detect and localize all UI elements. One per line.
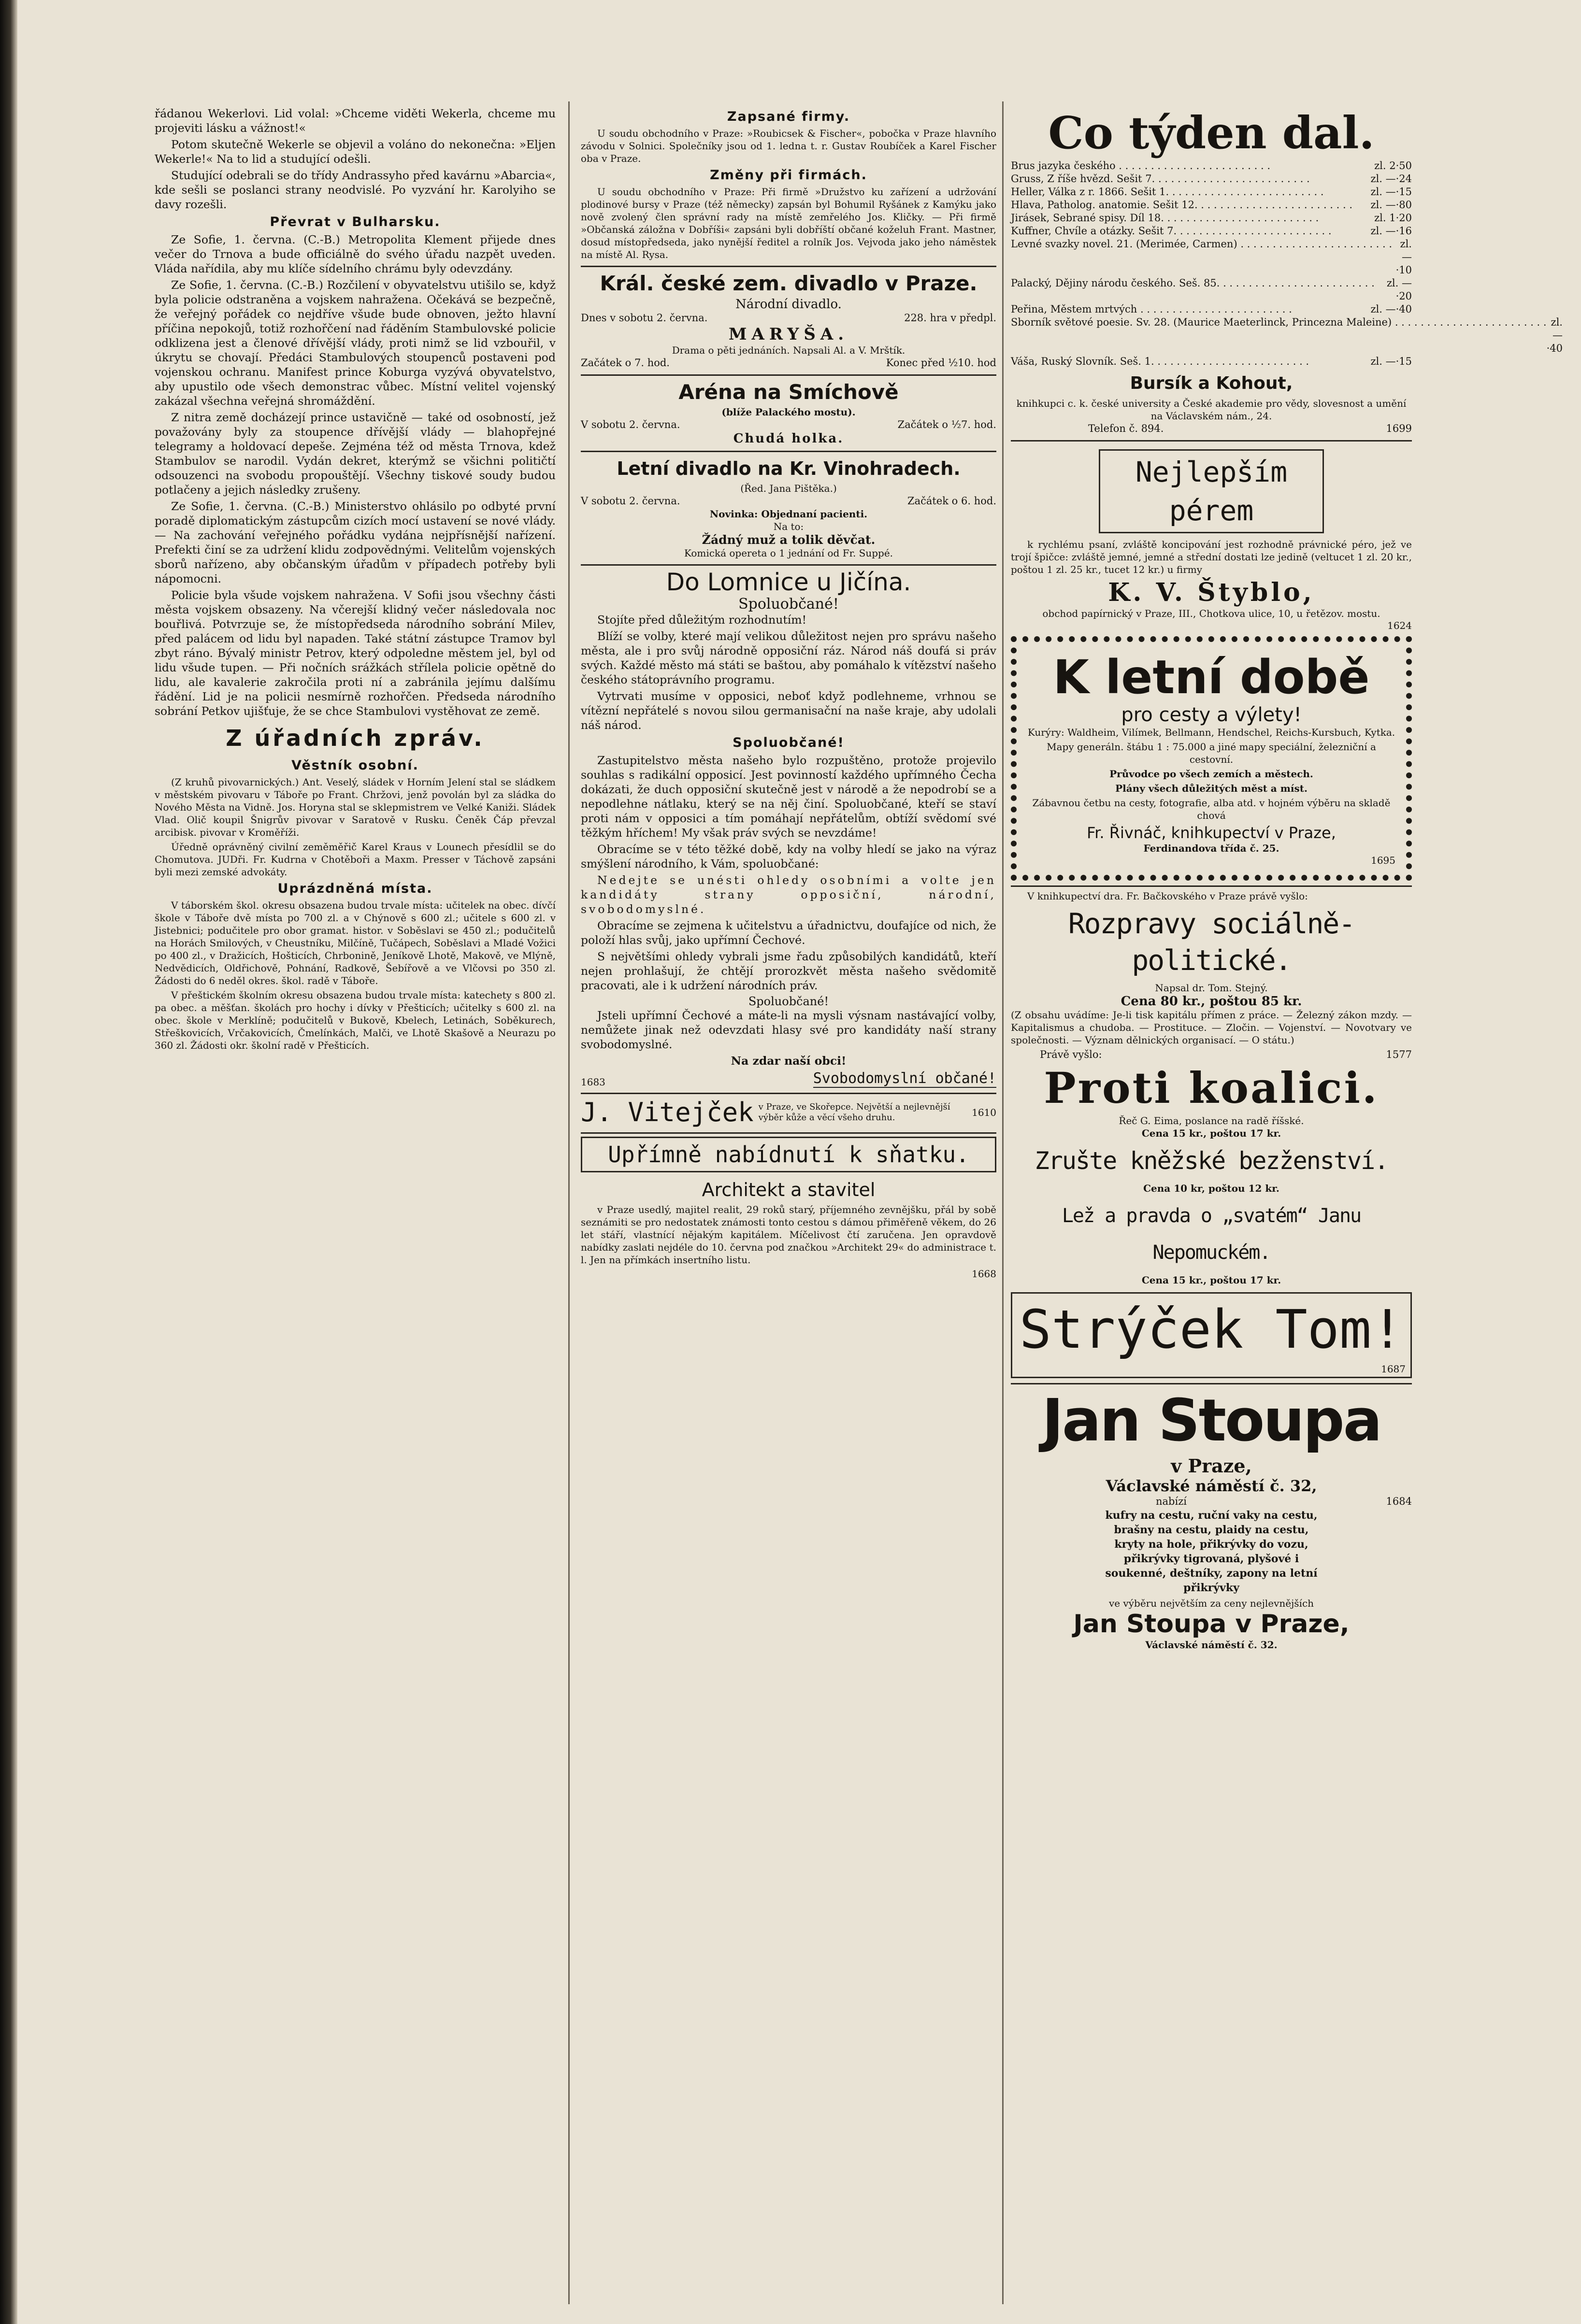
book-title: Sborník světové poesie. Sv. 28. (Maurice Maeterlinck, Princezna Maleine) . . . — [1011, 316, 1547, 355]
ad-number: 1577 — [1386, 1049, 1412, 1060]
advertiser-name: J. Vitejček — [581, 1097, 754, 1127]
ad-text: Právě vyšlo: — [1040, 1049, 1102, 1060]
column-left — [155, 106, 556, 1054]
ad-title: Upřímně nabídnutí k sňatku. — [581, 1137, 996, 1172]
vitejcek-ad — [581, 1093, 996, 1127]
theatre-novelty: Novinka: Objednaní pacienti. — [709, 508, 868, 520]
section-heading: Z úřadních zpráv. — [226, 725, 485, 751]
notice-paragraph: (Z kruhů pivovarnických.) Ant. Veselý, sládek v Horním Jelení stal se sládkem v městském pivovaru v Táboře po Frant. Chržovi, jenž povolán byl za sládka do Nového Města na Vidně. Jos. Horyna stal se sklepmistrem ve Velké Kaniži. Sládek Vlad. Olič koupil Šnigrův pivovar v Saratově v Rusku. Čeněk Čáp převzal arcibisk. pivovar v Kroměříži. — [155, 776, 556, 838]
bookseller-name: Bursík a Kohout, — [1130, 373, 1293, 393]
book-title: Heller, Válka z r. 1866. Sešit 1. . . . — [1011, 185, 1349, 199]
book-row — [1011, 172, 1412, 185]
ad-title: Strýček Tom! — [1019, 1298, 1404, 1360]
book-price: zl. —·40 — [1546, 316, 1563, 354]
summer-travel-ad — [1011, 636, 1412, 881]
ad-number: 1699 — [1386, 423, 1412, 434]
notice-paragraph: Úředně oprávněný civilní zeměměřič Karel Kraus v Lounech přesídlil se do Chomutova. JUDři. Fr. Kudrna v Chotěboři a Maxm. Presser v Táchově zapsáni byli mezi zemské advokáty. — [155, 841, 556, 878]
ad-text: (Z obsahu uvádíme: Je-li tisk kapitálu přímen z práce. — Železný zákon mzdy. — Kapitalismus a chudoba. — Prostituce. — Zločin. — Vojenství. — Novotvary ve společnosti. — Význam dělnických organisací. — O státu.) — [1011, 1009, 1412, 1046]
book-row — [1011, 225, 1412, 238]
appeal-paragraph: Blíží se volby, které mají velikou důležitost nejen pro správu našeho města, ale i pro svůj národně opposiční ráz. Národ náš doufá si práv svých. Každé město má státi se baštou, aby pomáhalo k vítězství našeho českého státoprávního programu. — [581, 629, 996, 686]
theatre-title: Aréna na Smíchově — [678, 380, 899, 404]
ad-subtitle: Architekt a stavitel — [702, 1179, 876, 1200]
book-author: Řeč G. Eima, poslance na radě říšské. — [1119, 1115, 1304, 1126]
book-row — [1011, 277, 1412, 303]
theatre-start: Začátek o 6. hod. — [907, 495, 996, 507]
ad-text: v Praze, ve Skořepce. Největší a nejlevnější výběr kůže a věcí všeho druhu. — [758, 1101, 950, 1123]
advertiser-address: Václavské náměstí č. 32, — [1106, 1477, 1317, 1495]
advertiser-name: Jan Stoupa v Praze, — [1073, 1610, 1350, 1639]
book-price: Cena 15 kr., poštou 17 kr. — [1141, 1127, 1281, 1139]
section-heading: Převrat v Bulharsku. — [270, 214, 441, 229]
book-row — [1011, 159, 1412, 172]
appeal-paragraph: Stojíte před důležitým rozhodnutím! — [597, 613, 807, 627]
pen-ad — [1011, 440, 1412, 631]
book-price: zl. —·20 — [1386, 277, 1412, 302]
theatre-subtitle: (Řed. Jana Pištěka.) — [740, 483, 837, 494]
bookseller-address: knihkupci c. k. české university a České akademie pro vědy, slovesnost a umění na Václavském nám., 24. — [1016, 398, 1407, 422]
book-title: Proti koalici. — [1044, 1063, 1379, 1113]
book-title: Hlava, Patholog. anatomie. Sešit 12. . . . — [1011, 199, 1352, 212]
book-title: Lež a pravda o „svatém“ Janu Nepomuckém. — [1062, 1205, 1361, 1264]
book-price: Cena 10 kr, poštou 12 kr. — [1143, 1183, 1279, 1194]
book-row — [1011, 303, 1412, 316]
ad-number: 1683 — [581, 1076, 605, 1088]
notice-paragraph: U soudu obchodního v Praze: Při firmě »Družstvo ku zařízení a udržování plodinové bursy v Praze (též německy) zapsán byl Bohumil Ryšánek z Kamýku jako nově zvolený člen správní rady na místě zemřelého Jos. Kličky. — Při firmě »Občanská záložna v Dobříši« zapsáni byli dobříští občané koželuh Frant. Mastner, dosud místopředseda, jako nynější ředitel a rolník Jos. Vejvoda jako jeho náměstek na místě Al. Rysa. — [581, 186, 996, 260]
ad-title: K letní době — [1053, 650, 1370, 704]
book-price: Cena 15 kr., poštou 17 kr. — [1141, 1274, 1281, 1286]
theatre-then: Na to: — [773, 521, 804, 532]
ad-text: v Praze usedlý, majitel realit, 29 roků starý, příjemného zevnějšku, přál by sobě seznámiti se pro nedostatek známosti tonto cestou s dámou přiměřeně věkem, do 26 let stáří, vlastnící nějakým kapitálem. Míčelivost čtí zaručena. Jen opravdově nabídky zaslati nejdéle do 10. června pod značkou »Architekt 29« do administrace t. l. Jen na přímkách insertního listu. — [581, 1204, 996, 1266]
theatre-title: Letní divadlo na Kr. Vinohradech. — [617, 458, 961, 479]
theatre-listing — [581, 374, 996, 446]
book-row — [1011, 355, 1412, 368]
article-paragraph: Ze Sofie, 1. června. (C.-B.) Rozčilení v obyvatelstvu utišilo se, když byla policie odstraněna a vojskem nahražena. Očekává se bezpečně, že veřejný pořádek co nejdříve všude bude obnoven, ježto hlavní příčina nepokojů, totiž rozhořčení nad řáděním Stambulovské policie odklizena jest a členové dřívější vlády, proti nimž se lid vzbouřil, v úkrytu se chovají. Předáci Stambulových stoupenců postaveni pod vojenskou ochranu. Manifest prince Koburga vyzývá obyvatelstvo, aby upustilo ode všech demonstrac vůbec. Místní velitel vojenský zakázal všechna veřejná shromáždění. — [155, 278, 556, 408]
theatre-subtitle: Národní divadlo. — [735, 297, 842, 312]
appeal-greeting: Spoluobčané! — [733, 735, 845, 750]
ad-item: Průvodce po všech zemích a městech. — [1109, 768, 1313, 780]
book-price: zl. —·10 — [1395, 238, 1412, 276]
appeal-paragraph: Nedejte se unésti ohledy osobními a volte jen kandidáty strany opposiční, národní, svobodomyslné. — [581, 873, 996, 916]
theatre-subtitle: (blíže Palackého mostu). — [721, 406, 856, 418]
ad-title: Rozpravy sociálně-politické. — [1068, 907, 1355, 977]
advertiser-city: v Praze, — [1171, 1455, 1252, 1477]
page-binding-edge — [0, 0, 17, 2324]
election-appeal — [581, 564, 996, 1088]
theatre-date: V sobotu 2. června. — [581, 419, 680, 430]
ad-number: 1668 — [972, 1268, 996, 1280]
appeal-paragraph: Obracíme se v této těžké době, kdy na volby hledí se jako na výraz smýšlení národního, k Vám, spoluobčané: — [581, 842, 996, 870]
appeal-paragraph: S největšími ohledy vybrali jsme řadu způsobilých kandidátů, kteří nejen prohlašují, že chtějí prorozkvět města našeho svědomitě pracovati, ale i k udržení národních práv. — [581, 950, 996, 992]
ad-text: V knihkupectví dra. Fr. Bačkovského v Praze právě vyšlo: — [1027, 890, 1308, 902]
ad-text: k rychlému psaní, zvláště koncipování jest rozhodně právnické péro, jež ve trojí špičce: zvláště jemné, jemné a střední dostati lze jedině (veltucet 1 zl. 20 kr., poštou 1 zl. 25 kr., tucet 12 kr.) u firmy — [1011, 539, 1412, 575]
theatre-play: Chudá holka. — [733, 431, 844, 446]
book-row — [1011, 185, 1412, 199]
ad-item: Plány všech důležitých měst a míst. — [1115, 783, 1308, 794]
book-list — [1011, 159, 1563, 368]
book-title: Levné svazky novel. 21. (Merimée, Carmen) . . . — [1011, 238, 1392, 277]
book-title: Palacký, Dějiny národu českého. Seš. 85. . . . — [1011, 277, 1375, 303]
notice-paragraph: V táborském škol. okresu obsazena budou trvale místa: učitelek na obec. dívčí škole v Táboře dvě místa po 700 zl. a v Chýnově s 600 zl.; učitele s 600 zl. v Jistebnici; podučitele pro obor gramat. histor. v Soběslavi se 450 zl.; podučitelů na Horách Smilových, v Cheustníku, Milčíně, Tučápech, Soběslavi a Mladé Vožici po 400 zl., v Dražicích, Hošticích, Chrbonině, Jeníkově Lhotě, Makově, ve Mlýně, Nedvědicích, Oldřichově, Pohnání, Radkově, Šebířově a ve Vlčovsi po 350 zl. Žádosti do 6 neděl okres. škol. radě v Táboře. — [155, 899, 556, 986]
book-author: Napsal dr. Tom. Stejný. — [1155, 982, 1268, 994]
advertiser-name: K. V. Štyblo, — [1108, 578, 1315, 607]
theatre-start: Začátek o 7. hod. — [581, 357, 670, 369]
section-subheading: Věstník osobní. — [291, 758, 419, 773]
section-heading: Změny při firmách. — [710, 168, 867, 183]
advertiser-address: Václavské náměstí č. 32. — [1145, 1639, 1278, 1651]
section-subheading: Uprázdněná místa. — [277, 881, 433, 896]
ad-number: 1624 — [1387, 620, 1412, 631]
theatre-listing — [581, 266, 996, 370]
appeal-signature: Svobodomyslní občané! — [813, 1070, 996, 1087]
theatre-title: Král. české zem. divadlo v Praze. — [600, 271, 977, 295]
book-ad — [1011, 885, 1412, 1286]
theatre-date: V sobotu 2. června. — [581, 495, 680, 507]
appeal-title: Do Lomnice u Jičína. — [666, 568, 911, 596]
advertiser-name: Fr. Řivnáč, knihkupectví v Praze, — [1087, 824, 1336, 842]
book-price: zl. —·15 — [1370, 186, 1412, 198]
appeal-paragraph: Jsteli upřímní Čechové a máte-li na mysli výsnam nastávající volby, nemůžete jinak než odevzdati hlasy své pro kandidáty naší strany svobodomyslné. — [581, 1009, 996, 1051]
ad-subtitle: pro cesty a výlety! — [1121, 704, 1302, 726]
book-title: Brus jazyka českého . . . — [1011, 159, 1349, 172]
theatre-listing — [581, 451, 996, 559]
marriage-ad — [581, 1132, 996, 1280]
article-paragraph: Ze Sofie, 1. června. (C.-B.) Metropolita Klement přijede dnes večer do Trnova a bude officiálně do svého úřadu nazpět uveden. Vláda nařídila, aby mu klíče sídelního chrámu byly odevzdány. — [155, 233, 556, 275]
books-title: Co týden dal. — [1048, 107, 1375, 159]
section-heading: Zapsané firmy. — [727, 109, 850, 124]
book-price: zl. —·24 — [1370, 173, 1412, 185]
article-paragraph: Policie byla všude vojskem nahražena. V Sofii jsou všechny části města vojskem obsazeny. Na včerejší klidný večer následovala noc bouřlivá. Potvrzuje se, že místopředseda národního sobrání Milev, před palácem od lidu byl napaden. Také státní zástupce Tramov byl zbyt ráno. Bývalý ministr Petrov, který odpoledne městem jel, byl od lidu všude tupen. — Při nočních srážkách střílela policie opětně do lidu, ale kavalerie zakročila proti ní a zabránila jejímu dalšímu řádění. Lid je na policii nesmírně rozhořčen. Předseda národního sobrání Petkov ujišťuje, že se chce Stambulovi vystěhovat ze země. — [155, 588, 556, 718]
ad-number: 1610 — [972, 1106, 996, 1118]
ad-item: Mapy generáln. štábu 1 : 75.000 a jiné mapy speciální, železniční a cestovní. — [1047, 741, 1376, 765]
strycek-tom-ad — [1011, 1292, 1412, 1378]
stoupa-ad — [1011, 1383, 1412, 1651]
book-title: Jirásek, Sebrané spisy. Díl 18. . . . — [1011, 212, 1349, 225]
column-divider — [568, 101, 570, 2304]
theatre-description: Drama o pěti jednáních. Napsali Al. a V. Mrštík. — [672, 344, 905, 356]
appeal-greeting: Spoluobčané! — [748, 995, 829, 1008]
advertiser-name: Jan Stoupa — [1042, 1387, 1381, 1454]
book-price: Cena 80 kr., poštou 85 kr. — [1121, 994, 1302, 1009]
appeal-paragraph: Obracíme se zejmena k učitelstvu a úřadnictvu, doufajíce od nich, že položí hlas svůj, jako upřímní Čechové. — [581, 919, 996, 947]
article-paragraph: Potom skutečně Wekerle se objevil a voláno do nekonečna: »Eljen Wekerle!« Na to lid a studující odešli. — [155, 138, 556, 166]
column-right — [1011, 106, 1563, 1651]
book-title: Zrušte kněžské bezženství. — [1035, 1147, 1388, 1175]
theatre-description: Komická opereta o 1 jednání od Fr. Suppé. — [684, 547, 893, 559]
ad-number: 1695 — [1371, 855, 1395, 866]
notice-paragraph: U soudu obchodního v Praze: »Roubicsek & Fischer«, pobočka v Praze hlavního závodu v Solnici. Společníky jsou od 1. ledna t. r. Gustav Roubíček a Karel Fischer oba v Praze. — [581, 128, 996, 164]
appeal-paragraph: Na zdar naší obci! — [731, 1054, 847, 1068]
ad-text: nabízí — [1156, 1496, 1187, 1507]
ad-title: Nejlepším pérem — [1099, 449, 1324, 533]
ad-number: 1687 — [1381, 1363, 1406, 1375]
appeal-paragraph: Zastupitelstvo města našeho bylo rozpuštěno, protože projevilo souhlas s radikální opposicí. Jest povinností každého upřímného Čecha dokázati, že duch opposiční skutečně jest v národě a že nepodrobí se a nepodlehne nátlaku, který se na něj činí. Spoluobčané, kteří se staví proti nám v opposici a tím pomáhají nepřátelům, obtíží svědomí své těžkým hříchem! My však práv svých se nevzdáme! — [581, 754, 996, 840]
book-title: Gruss, Z říše hvězd. Sešit 7. . . . — [1011, 172, 1349, 185]
article-paragraph: Ze Sofie, 1. června. (C.-B.) Ministerstvo ohlásilo po odbyté první poradě diplomatickým zástupcům cizích mocí ustavení se nové vlády. — Na zachování veřejného pořádku vydána nejpřísnější nařízení. Prefekti činí se za udržení klidu zodpovědnými. Velitelům vojenských sborů nařízeno, aby občanským úřadům v případech potřeby byli nápomocni. — [155, 499, 556, 585]
ad-item: Kurýry: Waldheim, Vilímek, Bellmann, Hendschel, Reichs-Kursbuch, Kytka. — [1027, 727, 1395, 738]
notice-paragraph: V přeštickém školním okresu obsazena budou trvale místa: katechety s 800 zl. pa obec. a měšťan. školách pro hochy i dívky v Přešticích; učitelky s 600 zl. na obec. škole v Merklíně; podučitelů v Bukově, Kbelech, Letinách, Soběkurech, Střeškovicích, Vrčakovicích, Čmelínkách, Malči, ve Lhotě Skašově a Neurazu po 360 zl. Žádosti okr. školní radě v Přešticích. — [155, 989, 556, 1051]
theatre-start: Začátek o ½7. hod. — [897, 419, 996, 430]
bookseller-phone: Telefon č. 894. — [1088, 423, 1164, 434]
book-price: zl. —·40 — [1370, 303, 1412, 315]
appeal-paragraph: Vytrvati musíme v opposici, neboť když podlehneme, vrhnou se vítězní nepřátelé s novou silou germanisační na naše kraje, aby udolali náš národ. — [581, 689, 996, 732]
book-price: zl. —·80 — [1370, 199, 1412, 211]
book-price: zl. —·15 — [1370, 356, 1412, 367]
theatre-end: Konec před ½10. hod — [886, 357, 996, 369]
theatre-date: Dnes v sobotu 2. června. — [581, 312, 708, 324]
article-paragraph: Studující odebrali se do třídy Andrassyho před kavárnu »Abarcia«, kde sešli se poslanci strany neodvislé. Po vyzvání hr. Karolyiho se davy rozešli. — [155, 169, 556, 211]
product-list: kufry na cestu, ruční vaky na cestu, brašny na cestu, plaidy na cestu, kryty na hole, přikrývky do vozu, přikrývky tigrovaná, plyšové i soukenné, deštníky, zapony na letní přikrývky — [1105, 1509, 1318, 1594]
book-row — [1011, 199, 1412, 212]
book-price: zl. 2·50 — [1374, 160, 1412, 171]
book-title: Peřina, Městem mrtvých . . . — [1011, 303, 1349, 316]
theatre-play: Žádný muž a tolik děvčat. — [702, 533, 876, 547]
book-row — [1011, 316, 1563, 355]
advertiser-address: Ferdinandova třída č. 25. — [1143, 842, 1279, 854]
ad-item: Zábavnou četbu na cesty, fotografie, alba atd. v hojném výběru na skladě chová — [1032, 797, 1391, 821]
article-paragraph: řádanou Wekerlovi. Lid volal: »Chceme viděti Wekerla, chceme mu projeviti lásku a vážnost!« — [155, 107, 556, 135]
book-price: zl. —·16 — [1370, 225, 1412, 237]
theatre-play: MARYŠA. — [728, 325, 849, 344]
column-divider — [1002, 101, 1004, 2304]
ad-number: 1684 — [1386, 1496, 1412, 1507]
article-paragraph: Z nitra země docházejí prince ustavičně — také od osobností, jež považovány byly za stoupence dřívější vlády — blahopřejné telegramy a holdovací depeše. Zejména též od města Trnova, kdež Stambulov se narodil. Vydán dekret, kterýmž se všichni političtí odsouzenci na svobodu propouštějí. Všechny tiskové soudy budou potlačeny a jejich následky zrušeny. — [155, 411, 556, 497]
column-middle — [581, 106, 996, 1280]
book-price: zl. 1·20 — [1374, 212, 1412, 224]
advertiser-address: obchod papírnický v Praze, III., Chotkova ulice, 10, u řetězov. mostu. — [1042, 608, 1380, 619]
ad-text: ve výběru největším za ceny nejlevnějších — [1108, 1597, 1314, 1609]
theatre-number: 228. hra v předpl. — [904, 312, 996, 324]
book-title: Kuffner, Chvíle a otázky. Sešit 7. . . . — [1011, 225, 1349, 238]
book-row — [1011, 212, 1412, 225]
book-row — [1011, 238, 1412, 277]
appeal-greeting: Spoluobčané! — [738, 596, 839, 613]
book-title: Váša, Ruský Slovník. Seš. 1. . . . — [1011, 355, 1349, 368]
